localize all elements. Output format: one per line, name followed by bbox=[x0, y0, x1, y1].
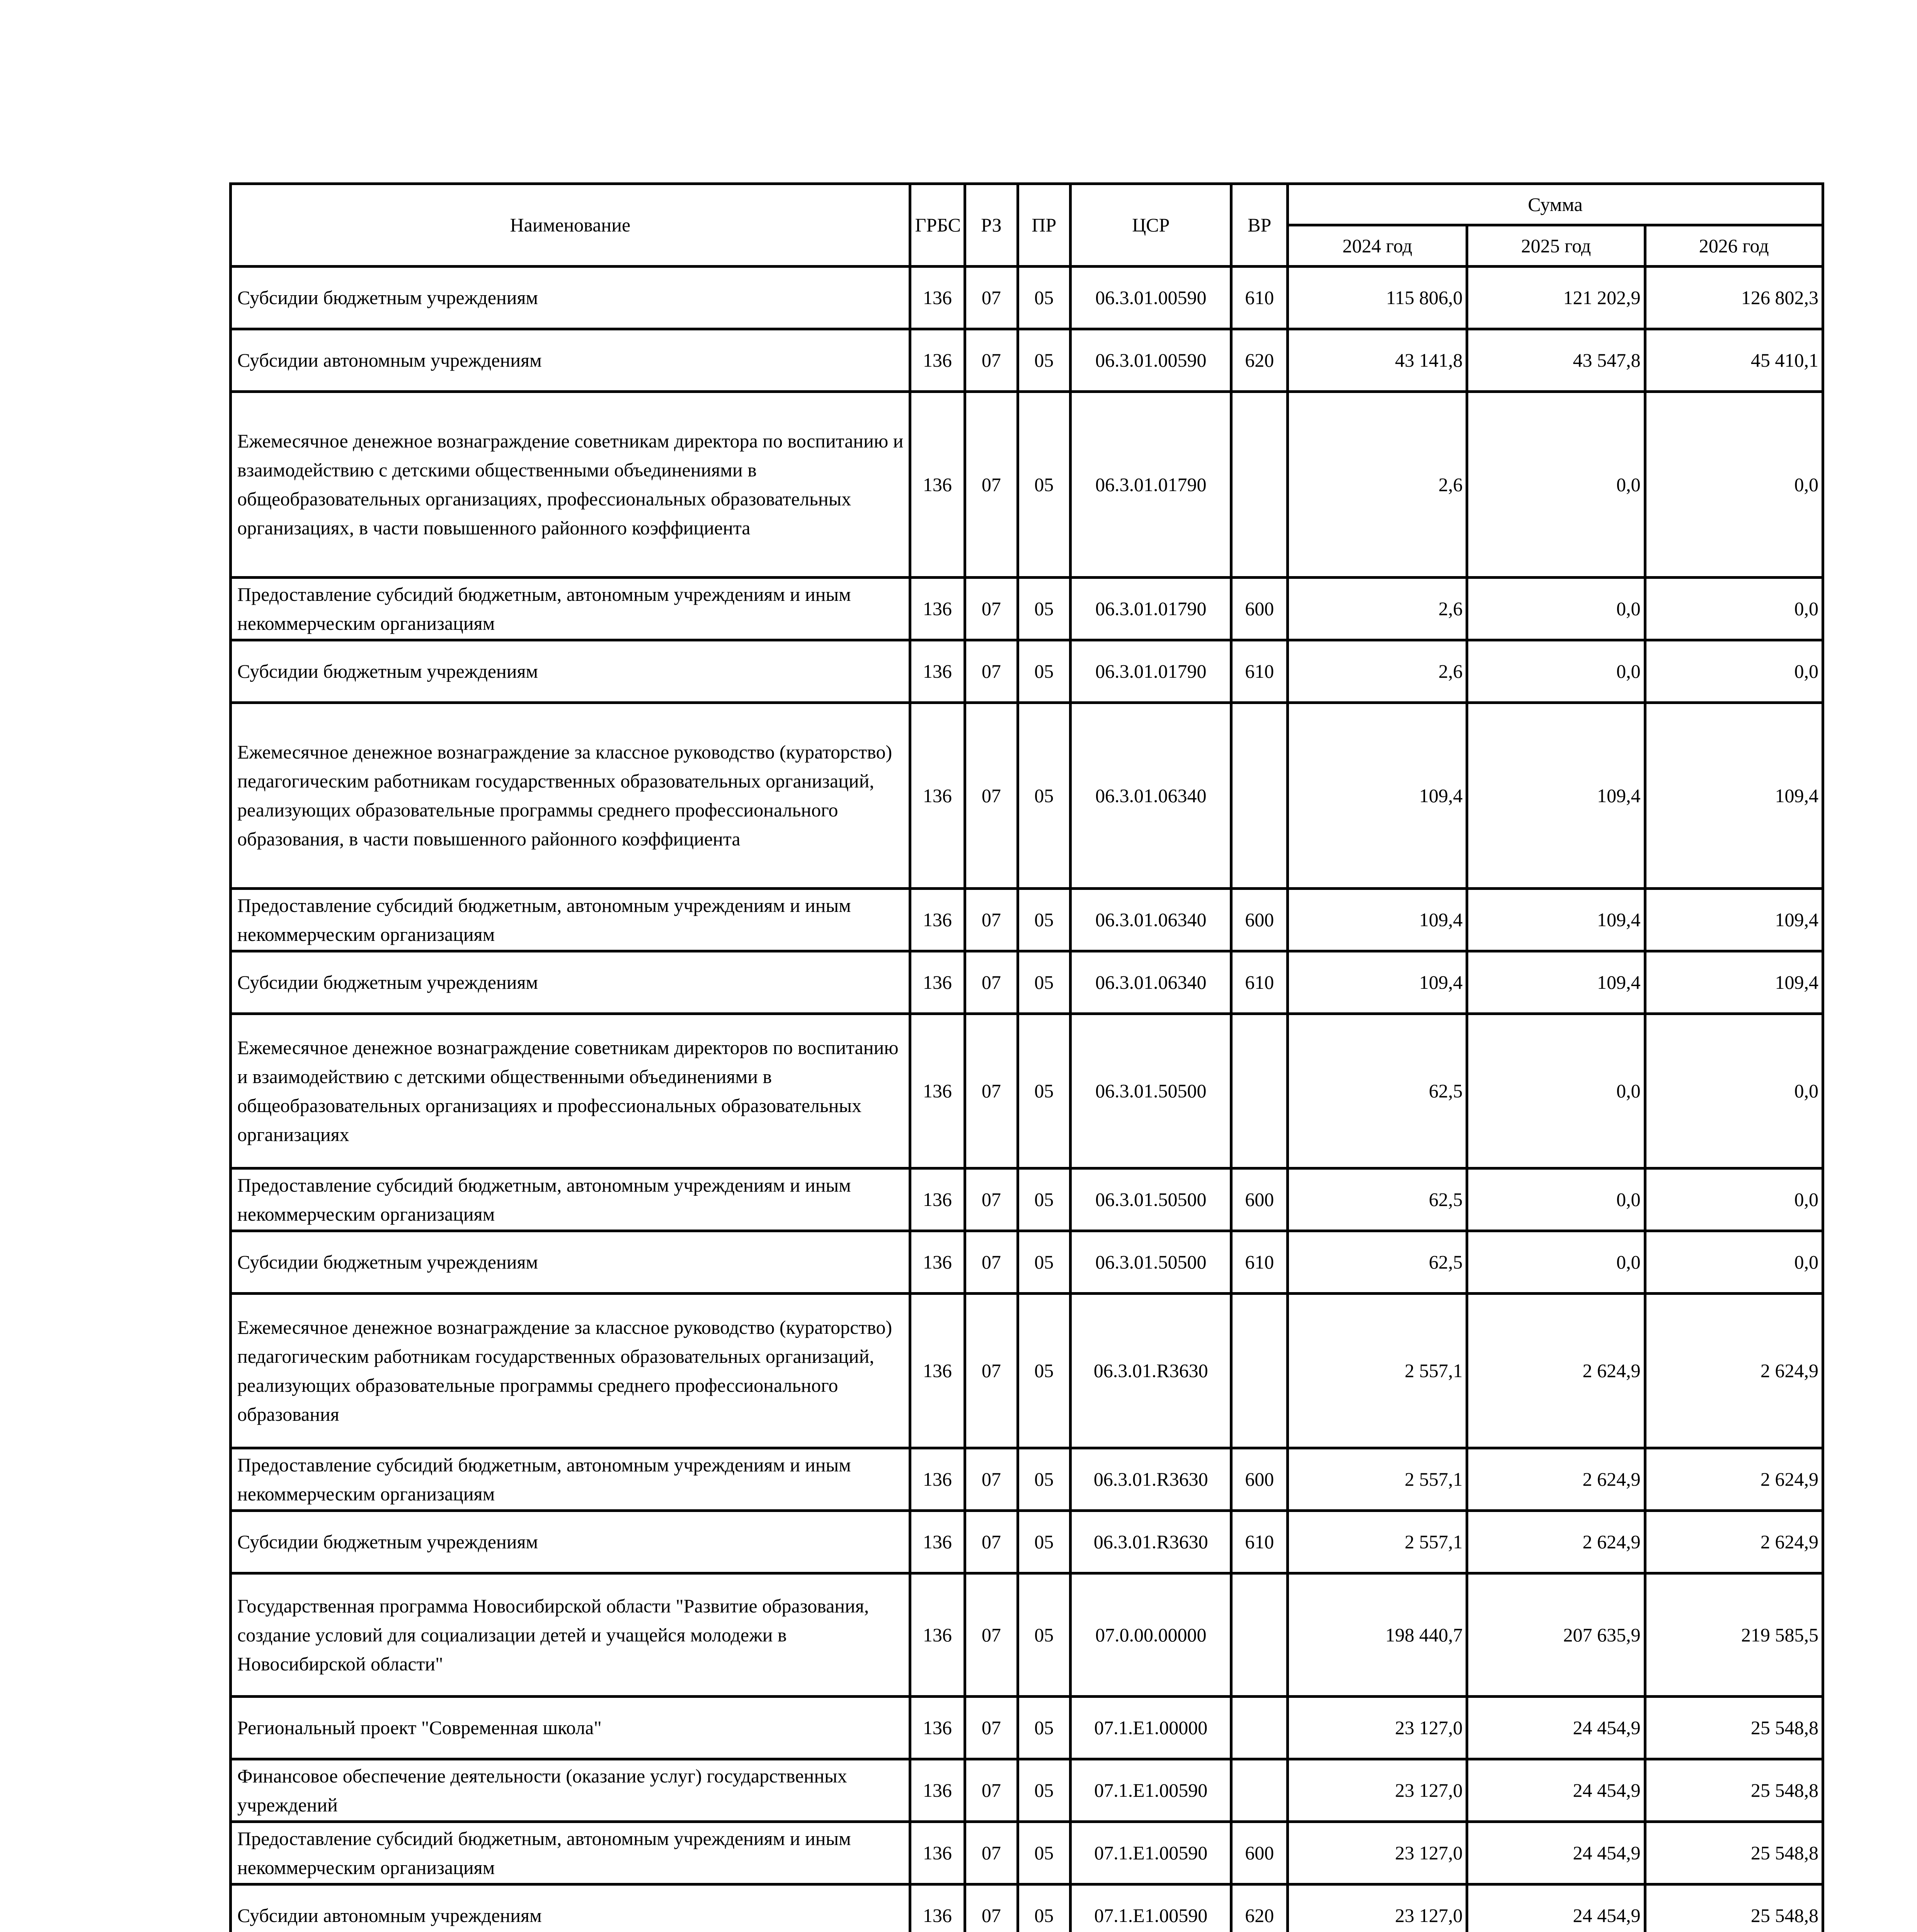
table-row bbox=[231, 267, 1823, 329]
cell-vr bbox=[1231, 703, 1288, 889]
cell-amount-2024: 109,4 bbox=[1288, 889, 1467, 951]
cell-pr: 05 bbox=[1018, 1231, 1070, 1294]
cell-name: Предоставление субсидий бюджетным, автономным учреждениям и иным некоммерческим организациям bbox=[231, 1168, 910, 1231]
header-grbs: ГРБС bbox=[910, 184, 965, 267]
cell-rz: 07 bbox=[965, 1511, 1018, 1573]
cell-pr: 05 bbox=[1018, 1759, 1070, 1822]
cell-name: Ежемесячное денежное вознаграждение советникам директора по воспитанию и взаимодействию с детскими общественными объединениями в общеобразовательных организациях, профессиональных образовательных организациях, в части повышенного районного коэффициента bbox=[231, 392, 910, 578]
cell-pr: 05 bbox=[1018, 1294, 1070, 1448]
cell-csr: 07.1.E1.00000 bbox=[1070, 1697, 1231, 1759]
cell-amount-2025: 207 635,9 bbox=[1467, 1573, 1645, 1697]
cell-vr: 610 bbox=[1231, 951, 1288, 1014]
cell-rz: 07 bbox=[965, 1014, 1018, 1168]
cell-rz: 07 bbox=[965, 267, 1018, 329]
cell-amount-2024: 23 127,0 bbox=[1288, 1822, 1467, 1884]
table-row bbox=[231, 1511, 1823, 1573]
table-row bbox=[231, 1573, 1823, 1697]
cell-csr: 07.1.E1.00590 bbox=[1070, 1822, 1231, 1884]
table-row bbox=[231, 1884, 1823, 1932]
cell-csr: 06.3.01.00590 bbox=[1070, 267, 1231, 329]
table-row bbox=[231, 1822, 1823, 1884]
cell-amount-2025: 43 547,8 bbox=[1467, 329, 1645, 392]
cell-amount-2024: 23 127,0 bbox=[1288, 1884, 1467, 1932]
cell-name: Ежемесячное денежное вознаграждение советникам директоров по воспитанию и взаимодействию с детскими общественными объединениями в общеобразовательных организациях и профессиональных образовательных организациях bbox=[231, 1014, 910, 1168]
cell-name: Предоставление субсидий бюджетным, автономным учреждениям и иным некоммерческим организациям bbox=[231, 578, 910, 640]
cell-amount-2026: 109,4 bbox=[1645, 703, 1823, 889]
cell-amount-2026: 2 624,9 bbox=[1645, 1448, 1823, 1511]
cell-pr: 05 bbox=[1018, 1511, 1070, 1573]
cell-name: Ежемесячное денежное вознаграждение за классное руководство (кураторство) педагогическим работникам государственных образовательных организаций, реализующих образовательные программы среднего профессионального образования, в части повышенного районного коэффициента bbox=[231, 703, 910, 889]
cell-name: Предоставление субсидий бюджетным, автономным учреждениям и иным некоммерческим организациям bbox=[231, 1822, 910, 1884]
cell-csr: 06.3.01.01790 bbox=[1070, 392, 1231, 578]
cell-grbs: 136 bbox=[910, 1231, 965, 1294]
cell-grbs: 136 bbox=[910, 1294, 965, 1448]
cell-grbs: 136 bbox=[910, 1822, 965, 1884]
cell-pr: 05 bbox=[1018, 1014, 1070, 1168]
cell-grbs: 136 bbox=[910, 1448, 965, 1511]
cell-amount-2026: 0,0 bbox=[1645, 392, 1823, 578]
cell-pr: 05 bbox=[1018, 889, 1070, 951]
cell-grbs: 136 bbox=[910, 1573, 965, 1697]
cell-amount-2026: 0,0 bbox=[1645, 1168, 1823, 1231]
cell-amount-2026: 126 802,3 bbox=[1645, 267, 1823, 329]
cell-grbs: 136 bbox=[910, 329, 965, 392]
cell-amount-2025: 0,0 bbox=[1467, 1014, 1645, 1168]
table-header bbox=[231, 184, 1823, 267]
cell-csr: 06.3.01.01790 bbox=[1070, 578, 1231, 640]
cell-amount-2025: 2 624,9 bbox=[1467, 1511, 1645, 1573]
cell-amount-2026: 2 624,9 bbox=[1645, 1294, 1823, 1448]
header-name: Наименование bbox=[231, 184, 910, 267]
table-row bbox=[231, 1759, 1823, 1822]
cell-pr: 05 bbox=[1018, 392, 1070, 578]
cell-amount-2025: 2 624,9 bbox=[1467, 1448, 1645, 1511]
cell-vr bbox=[1231, 1759, 1288, 1822]
cell-grbs: 136 bbox=[910, 703, 965, 889]
cell-grbs: 136 bbox=[910, 1511, 965, 1573]
cell-rz: 07 bbox=[965, 703, 1018, 889]
cell-rz: 07 bbox=[965, 1448, 1018, 1511]
cell-amount-2024: 2 557,1 bbox=[1288, 1294, 1467, 1448]
cell-name: Субсидии бюджетным учреждениям bbox=[231, 267, 910, 329]
cell-amount-2024: 23 127,0 bbox=[1288, 1759, 1467, 1822]
cell-grbs: 136 bbox=[910, 951, 965, 1014]
cell-pr: 05 bbox=[1018, 703, 1070, 889]
cell-name: Субсидии бюджетным учреждениям bbox=[231, 1511, 910, 1573]
cell-pr: 05 bbox=[1018, 267, 1070, 329]
cell-vr: 600 bbox=[1231, 1448, 1288, 1511]
cell-name: Ежемесячное денежное вознаграждение за классное руководство (кураторство) педагогическим работникам государственных образовательных организаций, реализующих образовательные программы среднего профессионального образования bbox=[231, 1294, 910, 1448]
cell-grbs: 136 bbox=[910, 1884, 965, 1932]
cell-amount-2025: 0,0 bbox=[1467, 392, 1645, 578]
cell-amount-2025: 24 454,9 bbox=[1467, 1759, 1645, 1822]
cell-amount-2025: 2 624,9 bbox=[1467, 1294, 1645, 1448]
cell-name: Субсидии автономным учреждениям bbox=[231, 1884, 910, 1932]
cell-amount-2024: 198 440,7 bbox=[1288, 1573, 1467, 1697]
header-pr: ПР bbox=[1018, 184, 1070, 267]
cell-amount-2024: 115 806,0 bbox=[1288, 267, 1467, 329]
table-row bbox=[231, 1697, 1823, 1759]
cell-amount-2026: 109,4 bbox=[1645, 889, 1823, 951]
cell-csr: 06.3.01.R3630 bbox=[1070, 1448, 1231, 1511]
cell-amount-2024: 62,5 bbox=[1288, 1014, 1467, 1168]
cell-grbs: 136 bbox=[910, 392, 965, 578]
table-row bbox=[231, 951, 1823, 1014]
cell-amount-2026: 0,0 bbox=[1645, 578, 1823, 640]
budget-table bbox=[229, 182, 1824, 1932]
cell-grbs: 136 bbox=[910, 1168, 965, 1231]
cell-pr: 05 bbox=[1018, 1573, 1070, 1697]
cell-rz: 07 bbox=[965, 951, 1018, 1014]
cell-amount-2025: 24 454,9 bbox=[1467, 1697, 1645, 1759]
cell-name: Предоставление субсидий бюджетным, автономным учреждениям и иным некоммерческим организациям bbox=[231, 1448, 910, 1511]
cell-amount-2024: 109,4 bbox=[1288, 951, 1467, 1014]
cell-csr: 06.3.01.01790 bbox=[1070, 640, 1231, 703]
cell-grbs: 136 bbox=[910, 1014, 965, 1168]
cell-amount-2024: 2 557,1 bbox=[1288, 1448, 1467, 1511]
cell-grbs: 136 bbox=[910, 578, 965, 640]
cell-amount-2024: 43 141,8 bbox=[1288, 329, 1467, 392]
cell-amount-2024: 2,6 bbox=[1288, 392, 1467, 578]
cell-rz: 07 bbox=[965, 1573, 1018, 1697]
table-body bbox=[231, 267, 1823, 1932]
cell-amount-2026: 0,0 bbox=[1645, 640, 1823, 703]
cell-grbs: 136 bbox=[910, 267, 965, 329]
cell-csr: 07.1.E1.00590 bbox=[1070, 1884, 1231, 1932]
cell-amount-2025: 0,0 bbox=[1467, 578, 1645, 640]
cell-name: Финансовое обеспечение деятельности (оказание услуг) государственных учреждений bbox=[231, 1759, 910, 1822]
cell-csr: 06.3.01.R3630 bbox=[1070, 1511, 1231, 1573]
header-year-2026: 2026 год bbox=[1645, 225, 1823, 267]
cell-amount-2025: 24 454,9 bbox=[1467, 1884, 1645, 1932]
cell-amount-2026: 25 548,8 bbox=[1645, 1822, 1823, 1884]
cell-amount-2025: 109,4 bbox=[1467, 951, 1645, 1014]
cell-vr bbox=[1231, 1573, 1288, 1697]
cell-amount-2026: 25 548,8 bbox=[1645, 1884, 1823, 1932]
cell-amount-2024: 62,5 bbox=[1288, 1168, 1467, 1231]
cell-rz: 07 bbox=[965, 578, 1018, 640]
table-row bbox=[231, 1168, 1823, 1231]
cell-amount-2026: 2 624,9 bbox=[1645, 1511, 1823, 1573]
cell-rz: 07 bbox=[965, 392, 1018, 578]
cell-vr: 600 bbox=[1231, 889, 1288, 951]
table-row bbox=[231, 392, 1823, 578]
cell-amount-2024: 2,6 bbox=[1288, 640, 1467, 703]
cell-vr: 610 bbox=[1231, 267, 1288, 329]
cell-vr: 600 bbox=[1231, 1822, 1288, 1884]
cell-pr: 05 bbox=[1018, 578, 1070, 640]
cell-grbs: 136 bbox=[910, 889, 965, 951]
table-row bbox=[231, 1231, 1823, 1294]
table-row bbox=[231, 640, 1823, 703]
cell-rz: 07 bbox=[965, 889, 1018, 951]
cell-amount-2026: 25 548,8 bbox=[1645, 1759, 1823, 1822]
cell-vr: 610 bbox=[1231, 640, 1288, 703]
cell-csr: 06.3.01.50500 bbox=[1070, 1231, 1231, 1294]
cell-vr: 610 bbox=[1231, 1511, 1288, 1573]
cell-vr: 620 bbox=[1231, 1884, 1288, 1932]
cell-pr: 05 bbox=[1018, 640, 1070, 703]
table-row bbox=[231, 1294, 1823, 1448]
cell-name: Государственная программа Новосибирской области "Развитие образования, создание условий для социализации детей и учащейся молодежи в Новосибирской области" bbox=[231, 1573, 910, 1697]
table-row bbox=[231, 1448, 1823, 1511]
cell-amount-2026: 45 410,1 bbox=[1645, 329, 1823, 392]
cell-amount-2025: 24 454,9 bbox=[1467, 1822, 1645, 1884]
cell-csr: 06.3.01.06340 bbox=[1070, 703, 1231, 889]
cell-pr: 05 bbox=[1018, 1884, 1070, 1932]
cell-amount-2026: 219 585,5 bbox=[1645, 1573, 1823, 1697]
cell-amount-2024: 2,6 bbox=[1288, 578, 1467, 640]
cell-amount-2024: 23 127,0 bbox=[1288, 1697, 1467, 1759]
cell-amount-2025: 0,0 bbox=[1467, 640, 1645, 703]
header-vr: ВР bbox=[1231, 184, 1288, 267]
cell-name: Предоставление субсидий бюджетным, автономным учреждениям и иным некоммерческим организациям bbox=[231, 889, 910, 951]
cell-csr: 06.3.01.50500 bbox=[1070, 1014, 1231, 1168]
cell-amount-2024: 109,4 bbox=[1288, 703, 1467, 889]
cell-pr: 05 bbox=[1018, 1448, 1070, 1511]
cell-pr: 05 bbox=[1018, 1822, 1070, 1884]
cell-grbs: 136 bbox=[910, 1697, 965, 1759]
cell-amount-2026: 0,0 bbox=[1645, 1231, 1823, 1294]
table-row bbox=[231, 329, 1823, 392]
cell-csr: 06.3.01.06340 bbox=[1070, 951, 1231, 1014]
cell-rz: 07 bbox=[965, 640, 1018, 703]
cell-vr: 610 bbox=[1231, 1231, 1288, 1294]
table-row bbox=[231, 889, 1823, 951]
table-row bbox=[231, 578, 1823, 640]
cell-rz: 07 bbox=[965, 1759, 1018, 1822]
cell-name: Субсидии бюджетным учреждениям bbox=[231, 640, 910, 703]
cell-rz: 07 bbox=[965, 1884, 1018, 1932]
cell-rz: 07 bbox=[965, 1822, 1018, 1884]
cell-rz: 07 bbox=[965, 1294, 1018, 1448]
cell-amount-2024: 62,5 bbox=[1288, 1231, 1467, 1294]
cell-amount-2026: 0,0 bbox=[1645, 1014, 1823, 1168]
cell-pr: 05 bbox=[1018, 1168, 1070, 1231]
cell-rz: 07 bbox=[965, 1168, 1018, 1231]
cell-pr: 05 bbox=[1018, 951, 1070, 1014]
cell-grbs: 136 bbox=[910, 1759, 965, 1822]
cell-amount-2025: 121 202,9 bbox=[1467, 267, 1645, 329]
cell-csr: 07.1.E1.00590 bbox=[1070, 1759, 1231, 1822]
cell-rz: 07 bbox=[965, 1697, 1018, 1759]
cell-vr bbox=[1231, 392, 1288, 578]
cell-amount-2024: 2 557,1 bbox=[1288, 1511, 1467, 1573]
cell-amount-2025: 0,0 bbox=[1467, 1231, 1645, 1294]
cell-vr: 600 bbox=[1231, 1168, 1288, 1231]
cell-grbs: 136 bbox=[910, 640, 965, 703]
cell-vr: 600 bbox=[1231, 578, 1288, 640]
cell-pr: 05 bbox=[1018, 329, 1070, 392]
cell-pr: 05 bbox=[1018, 1697, 1070, 1759]
cell-amount-2026: 109,4 bbox=[1645, 951, 1823, 1014]
cell-csr: 06.3.01.50500 bbox=[1070, 1168, 1231, 1231]
cell-amount-2025: 109,4 bbox=[1467, 703, 1645, 889]
cell-name: Субсидии автономным учреждениям bbox=[231, 329, 910, 392]
table-row bbox=[231, 703, 1823, 889]
cell-csr: 06.3.01.R3630 bbox=[1070, 1294, 1231, 1448]
cell-vr bbox=[1231, 1014, 1288, 1168]
cell-amount-2025: 109,4 bbox=[1467, 889, 1645, 951]
cell-csr: 06.3.01.06340 bbox=[1070, 889, 1231, 951]
header-year-2024: 2024 год bbox=[1288, 225, 1467, 267]
cell-rz: 07 bbox=[965, 329, 1018, 392]
cell-amount-2026: 25 548,8 bbox=[1645, 1697, 1823, 1759]
header-sum: Сумма bbox=[1288, 184, 1823, 225]
cell-vr: 620 bbox=[1231, 329, 1288, 392]
cell-name: Субсидии бюджетным учреждениям bbox=[231, 951, 910, 1014]
cell-rz: 07 bbox=[965, 1231, 1018, 1294]
table-row bbox=[231, 1014, 1823, 1168]
cell-name: Региональный проект "Современная школа" bbox=[231, 1697, 910, 1759]
cell-vr bbox=[1231, 1697, 1288, 1759]
cell-amount-2025: 0,0 bbox=[1467, 1168, 1645, 1231]
cell-vr bbox=[1231, 1294, 1288, 1448]
cell-csr: 06.3.01.00590 bbox=[1070, 329, 1231, 392]
cell-csr: 07.0.00.00000 bbox=[1070, 1573, 1231, 1697]
header-csr: ЦСР bbox=[1070, 184, 1231, 267]
header-rz: РЗ bbox=[965, 184, 1018, 267]
header-year-2025: 2025 год bbox=[1467, 225, 1645, 267]
cell-name: Субсидии бюджетным учреждениям bbox=[231, 1231, 910, 1294]
